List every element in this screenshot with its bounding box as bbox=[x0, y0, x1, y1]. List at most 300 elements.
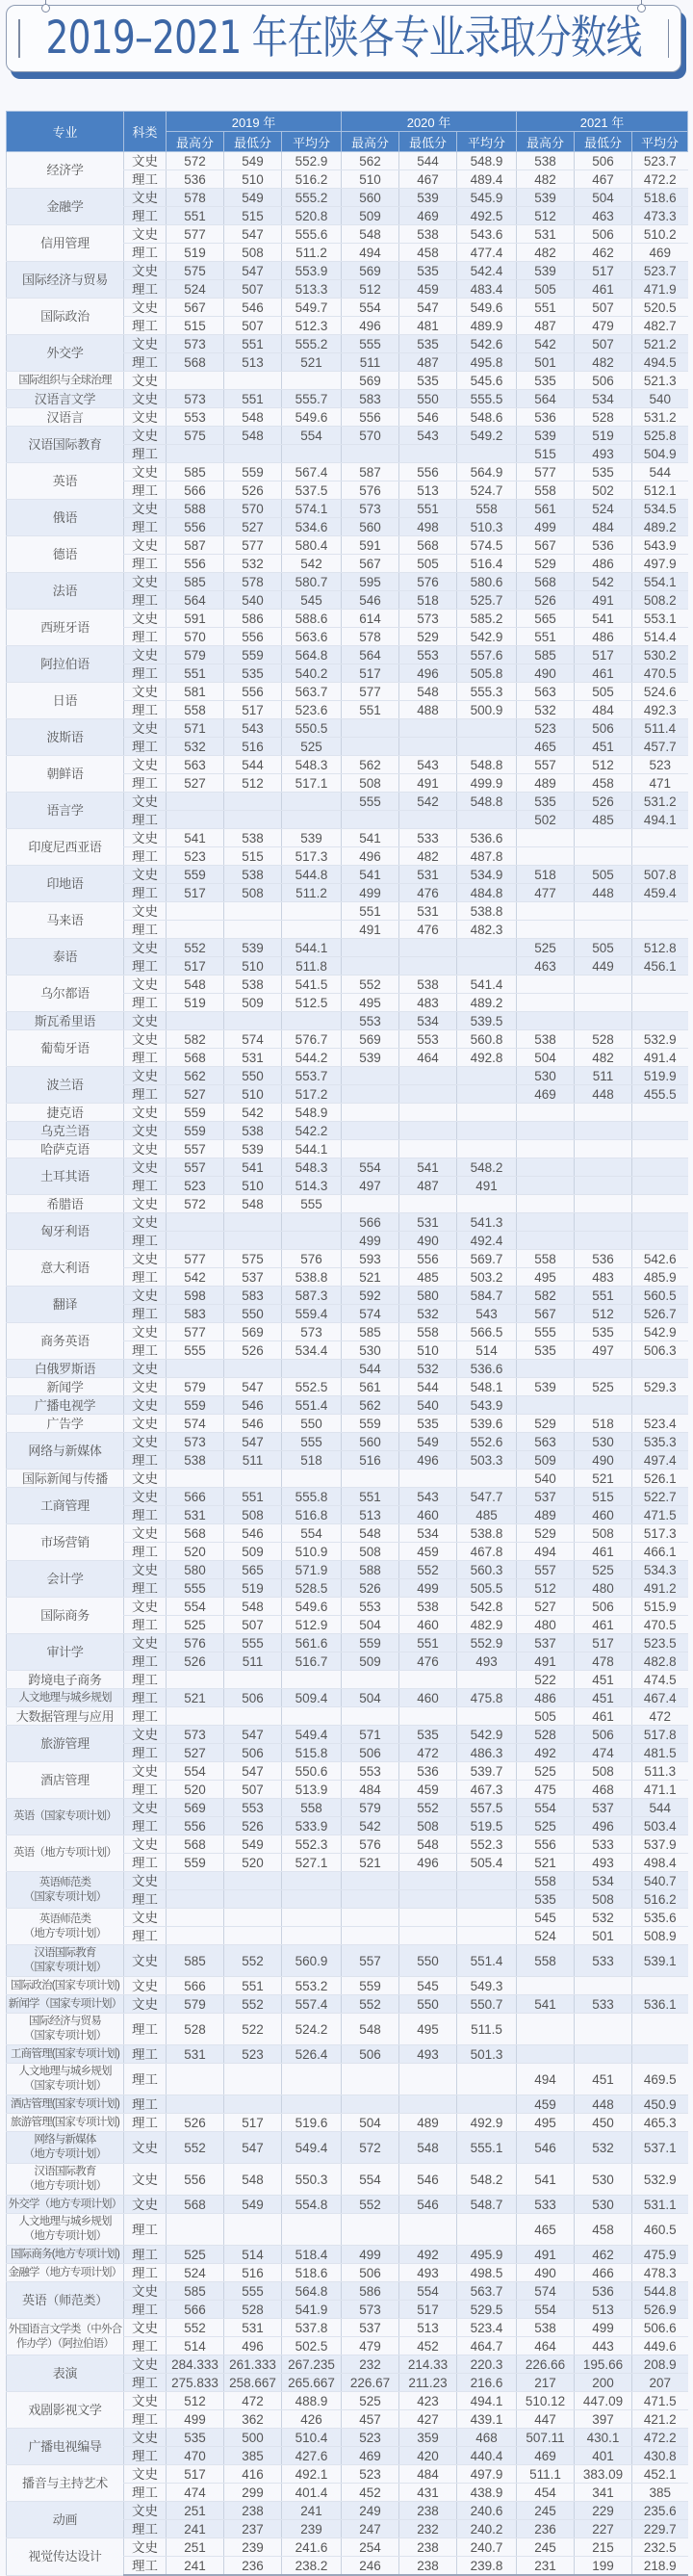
score-cell: 466.1 bbox=[632, 1543, 688, 1561]
score-cell: 543 bbox=[457, 1305, 517, 1323]
score-cell: 559.4 bbox=[282, 1305, 342, 1323]
major-name: 乌克兰语 bbox=[7, 1122, 124, 1140]
score-cell bbox=[457, 1927, 517, 1945]
score-cell: 486.3 bbox=[457, 1744, 517, 1762]
score-cell: 588 bbox=[342, 1561, 399, 1579]
score-cell: 464 bbox=[399, 1049, 457, 1067]
score-cell bbox=[342, 1707, 399, 1726]
score-cell: 341 bbox=[575, 2484, 632, 2502]
score-cell: 518 bbox=[399, 591, 457, 610]
score-cell: 544 bbox=[399, 152, 457, 170]
score-cell: 362 bbox=[224, 2410, 282, 2429]
score-cell: 507 bbox=[575, 335, 632, 353]
score-cell: 525 bbox=[342, 2392, 399, 2410]
score-cell: 574.5 bbox=[457, 536, 517, 555]
score-cell bbox=[517, 1012, 575, 1030]
major-name: 国际商务(地方专项计划) bbox=[7, 2246, 124, 2264]
major-name: 旅游管理 bbox=[7, 1726, 124, 1762]
score-cell: 503.4 bbox=[632, 1817, 688, 1835]
score-cell: 240.2 bbox=[457, 2520, 517, 2538]
score-cell: 522 bbox=[517, 1671, 575, 1689]
score-cell bbox=[342, 957, 399, 976]
table-row bbox=[7, 152, 688, 170]
score-cell bbox=[282, 1909, 342, 1927]
score-cell bbox=[342, 2064, 399, 2095]
table-row bbox=[7, 1470, 688, 1488]
score-cell bbox=[167, 902, 224, 921]
score-cell: 538 bbox=[167, 1451, 224, 1470]
score-cell: 505.5 bbox=[457, 1579, 517, 1598]
page-title: 2019–2021 年在陕各专业录取分数线 bbox=[45, 12, 642, 65]
score-cell bbox=[167, 2214, 224, 2246]
score-cell bbox=[575, 902, 632, 921]
score-cell: 482 bbox=[575, 353, 632, 372]
subject-type: 文史 bbox=[124, 1415, 167, 1433]
score-cell: 526.7 bbox=[632, 1305, 688, 1323]
score-cell bbox=[632, 1140, 688, 1158]
score-cell bbox=[224, 2064, 282, 2095]
score-cell: 220.3 bbox=[457, 2355, 517, 2374]
score-cell: 496 bbox=[224, 2337, 282, 2355]
score-cell: 552 bbox=[342, 1995, 399, 2014]
subject-type: 理工 bbox=[124, 1671, 167, 1689]
score-cell: 553 bbox=[167, 408, 224, 427]
score-cell: 526 bbox=[342, 1579, 399, 1598]
table-row bbox=[7, 1012, 688, 1030]
table-row bbox=[7, 756, 688, 774]
score-cell: 555 bbox=[342, 335, 399, 353]
score-cell: 541.9 bbox=[282, 2301, 342, 2319]
major-name: 广告学 bbox=[7, 1415, 124, 1433]
score-cell: 512 bbox=[224, 774, 282, 793]
score-cell: 538.8 bbox=[457, 1524, 517, 1543]
score-cell: 572 bbox=[342, 2132, 399, 2164]
major-name: 土耳其语 bbox=[7, 1158, 124, 1195]
score-cell: 238 bbox=[399, 2502, 457, 2520]
score-cell: 554 bbox=[342, 2164, 399, 2196]
score-cell: 495 bbox=[517, 2114, 575, 2132]
score-cell bbox=[342, 445, 399, 463]
major-name: 印地语 bbox=[7, 866, 124, 902]
score-cell: 491 bbox=[457, 1177, 517, 1195]
score-cell bbox=[167, 1927, 224, 1945]
score-cell: 549 bbox=[399, 1433, 457, 1451]
subject-type: 文史 bbox=[124, 1945, 167, 1977]
score-cell: 514.4 bbox=[632, 628, 688, 646]
score-cell bbox=[282, 793, 342, 811]
score-cell bbox=[457, 1909, 517, 1927]
score-cell: 559 bbox=[167, 1854, 224, 1872]
score-cell: 539 bbox=[282, 829, 342, 847]
score-cell: 469 bbox=[517, 2447, 575, 2465]
score-cell bbox=[167, 1890, 224, 1909]
score-cell bbox=[457, 1122, 517, 1140]
score-cell bbox=[457, 957, 517, 976]
score-cell: 513 bbox=[399, 2319, 457, 2337]
score-cell: 496 bbox=[342, 317, 399, 335]
score-cell: 553.9 bbox=[282, 262, 342, 280]
score-cell bbox=[167, 1012, 224, 1030]
score-cell: 537 bbox=[575, 1799, 632, 1817]
score-cell: 541.4 bbox=[457, 976, 517, 994]
score-cell: 553.1 bbox=[632, 610, 688, 628]
score-cell: 299 bbox=[224, 2484, 282, 2502]
table-row bbox=[7, 1707, 688, 1726]
score-cell: 504.9 bbox=[632, 445, 688, 463]
table-row bbox=[7, 390, 688, 408]
score-cell: 556 bbox=[517, 1835, 575, 1854]
score-cell: 533 bbox=[517, 2196, 575, 2214]
score-cell: 503.2 bbox=[457, 1268, 517, 1287]
score-cell bbox=[224, 1470, 282, 1488]
score-cell: 557.6 bbox=[457, 646, 517, 664]
score-cell: 462 bbox=[575, 2246, 632, 2264]
table-row bbox=[7, 1433, 688, 1451]
score-cell: 401.4 bbox=[282, 2484, 342, 2502]
score-cell: 580.6 bbox=[457, 573, 517, 591]
score-cell: 531 bbox=[399, 1213, 457, 1232]
table-row bbox=[7, 408, 688, 427]
score-cell: 459 bbox=[517, 2095, 575, 2114]
score-cell: 547 bbox=[399, 299, 457, 317]
score-cell: 538 bbox=[224, 829, 282, 847]
major-name: 信用管理 bbox=[7, 225, 124, 262]
score-cell bbox=[399, 2095, 457, 2114]
score-cell: 514.3 bbox=[282, 1177, 342, 1195]
score-cell bbox=[342, 1909, 399, 1927]
score-cell: 492.9 bbox=[457, 2114, 517, 2132]
score-cell bbox=[342, 939, 399, 957]
header-max-score: 最高分 bbox=[517, 132, 575, 152]
table-row bbox=[7, 1140, 688, 1158]
subject-type: 理工 bbox=[124, 2264, 167, 2282]
table-row bbox=[7, 1030, 688, 1049]
score-cell: 526.1 bbox=[632, 1470, 688, 1488]
score-cell: 553.7 bbox=[282, 1067, 342, 1085]
score-cell: 539 bbox=[517, 1378, 575, 1396]
major-name: 哈萨克语 bbox=[7, 1140, 124, 1158]
score-cell bbox=[224, 1213, 282, 1232]
score-cell: 536 bbox=[399, 1762, 457, 1781]
score-cell: 582 bbox=[167, 1030, 224, 1049]
subject-type: 理工 bbox=[124, 2447, 167, 2465]
score-cell: 542.6 bbox=[457, 335, 517, 353]
subject-type: 文史 bbox=[124, 1835, 167, 1854]
score-cell: 506 bbox=[575, 719, 632, 738]
score-cell: 452 bbox=[399, 2337, 457, 2355]
subject-type: 文史 bbox=[124, 1799, 167, 1817]
table-row bbox=[7, 1524, 688, 1543]
score-cell: 517 bbox=[575, 1634, 632, 1652]
score-cell: 239 bbox=[282, 2520, 342, 2538]
score-cell: 538 bbox=[224, 1122, 282, 1140]
score-cell: 583 bbox=[224, 1287, 282, 1305]
score-cell: 529 bbox=[517, 1524, 575, 1543]
score-cell: 526 bbox=[517, 591, 575, 610]
score-cell: 496 bbox=[342, 847, 399, 866]
header-min-score: 最低分 bbox=[575, 132, 632, 152]
score-cell: 561 bbox=[517, 500, 575, 518]
score-cell: 564 bbox=[342, 646, 399, 664]
score-cell: 549.6 bbox=[282, 408, 342, 427]
subject-type: 理工 bbox=[124, 207, 167, 225]
score-cell: 498 bbox=[399, 518, 457, 536]
score-cell: 449.6 bbox=[632, 2337, 688, 2355]
table-row bbox=[7, 1726, 688, 1744]
score-cell: 467.8 bbox=[457, 1543, 517, 1561]
score-cell: 508 bbox=[575, 1524, 632, 1543]
score-cell: 558 bbox=[399, 1323, 457, 1341]
score-cell: 573 bbox=[167, 1726, 224, 1744]
score-cell bbox=[224, 1707, 282, 1726]
score-cell: 508 bbox=[224, 244, 282, 262]
score-cell: 240.7 bbox=[457, 2538, 517, 2557]
score-cell: 577 bbox=[224, 536, 282, 555]
score-cell: 519 bbox=[575, 427, 632, 445]
score-cell bbox=[282, 1890, 342, 1909]
score-cell: 535 bbox=[575, 463, 632, 481]
score-cell bbox=[457, 1872, 517, 1890]
score-cell bbox=[342, 1927, 399, 1945]
score-cell: 534.5 bbox=[632, 500, 688, 518]
score-cell bbox=[517, 1232, 575, 1250]
score-cell: 536.6 bbox=[457, 1360, 517, 1378]
score-cell: 459 bbox=[399, 280, 457, 299]
score-cell: 241.6 bbox=[282, 2538, 342, 2557]
score-cell bbox=[457, 738, 517, 756]
score-cell: 555 bbox=[342, 793, 399, 811]
score-cell: 558 bbox=[517, 1872, 575, 1890]
major-name: 葡萄牙语 bbox=[7, 1030, 124, 1067]
score-cell: 451 bbox=[575, 1671, 632, 1689]
score-cell: 522.7 bbox=[632, 1488, 688, 1506]
subject-type: 理工 bbox=[124, 2374, 167, 2392]
subject-type: 文史 bbox=[124, 1977, 167, 1995]
score-cell bbox=[167, 1671, 224, 1689]
score-cell: 195.66 bbox=[575, 2355, 632, 2374]
score-cell: 574.1 bbox=[282, 500, 342, 518]
score-cell: 537.5 bbox=[282, 481, 342, 500]
major-name: 国际经济与贸易 bbox=[7, 262, 124, 299]
subject-type: 理工 bbox=[124, 2520, 167, 2538]
score-cell: 542 bbox=[282, 555, 342, 573]
score-cell bbox=[167, 2064, 224, 2095]
score-cell: 544 bbox=[632, 1799, 688, 1817]
subject-type: 理工 bbox=[124, 738, 167, 756]
score-cell: 451 bbox=[575, 1689, 632, 1707]
score-cell: 505 bbox=[575, 683, 632, 701]
table-row bbox=[7, 866, 688, 884]
subject-type: 理工 bbox=[124, 445, 167, 463]
score-cell: 567 bbox=[342, 555, 399, 573]
major-name: 英语（国家专项计划） bbox=[7, 1799, 124, 1835]
score-cell bbox=[632, 847, 688, 866]
score-cell: 506 bbox=[575, 225, 632, 244]
score-cell: 423 bbox=[399, 2392, 457, 2410]
score-cell bbox=[575, 1158, 632, 1177]
score-cell: 563 bbox=[517, 1433, 575, 1451]
score-cell: 524.2 bbox=[282, 2014, 342, 2045]
score-cell: 481 bbox=[399, 317, 457, 335]
score-cell: 562 bbox=[167, 1067, 224, 1085]
score-cell: 568 bbox=[517, 573, 575, 591]
score-cell: 549 bbox=[224, 2196, 282, 2214]
score-cell: 551 bbox=[342, 902, 399, 921]
score-cell: 500.9 bbox=[457, 701, 517, 719]
score-cell: 498.4 bbox=[632, 1854, 688, 1872]
score-cell: 469 bbox=[517, 1085, 575, 1104]
score-cell: 226.66 bbox=[517, 2355, 575, 2374]
score-cell: 550 bbox=[399, 1945, 457, 1977]
score-cell: 564.8 bbox=[282, 646, 342, 664]
score-cell: 547 bbox=[224, 225, 282, 244]
score-cell: 537 bbox=[342, 2319, 399, 2337]
score-cell: 467 bbox=[575, 170, 632, 189]
score-cell: 548 bbox=[342, 2014, 399, 2045]
subject-type: 理工 bbox=[124, 555, 167, 573]
score-cell: 241 bbox=[282, 2502, 342, 2520]
score-cell: 508.2 bbox=[632, 591, 688, 610]
score-cell: 538 bbox=[517, 152, 575, 170]
score-cell: 560.3 bbox=[457, 1561, 517, 1579]
score-cell: 548.1 bbox=[457, 1378, 517, 1396]
subject-type: 文史 bbox=[124, 1378, 167, 1396]
score-cell: 459 bbox=[399, 1543, 457, 1561]
score-cell: 461 bbox=[575, 1707, 632, 1726]
score-cell: 284.333 bbox=[167, 2355, 224, 2374]
major-name: 英语（地方专项计划） bbox=[7, 1835, 124, 1872]
table-row bbox=[7, 2014, 688, 2045]
score-cell: 534 bbox=[399, 1012, 457, 1030]
major-name: 新闻学（国家专项计划） bbox=[7, 1995, 124, 2014]
score-cell: 538 bbox=[399, 1598, 457, 1616]
score-cell bbox=[342, 1470, 399, 1488]
major-name: 新闻学 bbox=[7, 1378, 124, 1396]
score-cell: 467.4 bbox=[632, 1689, 688, 1707]
score-cell: 536 bbox=[517, 408, 575, 427]
score-cell: 477 bbox=[517, 884, 575, 902]
score-cell bbox=[224, 921, 282, 939]
score-cell: 489.2 bbox=[632, 518, 688, 536]
score-cell bbox=[399, 1104, 457, 1122]
score-cell: 576 bbox=[342, 481, 399, 500]
score-cell: 479 bbox=[575, 317, 632, 335]
score-cell: 550 bbox=[399, 1995, 457, 2014]
table-row bbox=[7, 573, 688, 591]
score-cell: 554.8 bbox=[282, 2196, 342, 2214]
score-cell: 529 bbox=[399, 628, 457, 646]
major-name: 人文地理与城乡规划 bbox=[7, 1689, 124, 1707]
score-cell: 237 bbox=[224, 2520, 282, 2538]
score-cell: 506.3 bbox=[632, 1341, 688, 1360]
score-cell: 583 bbox=[167, 1305, 224, 1323]
subject-type: 理工 bbox=[124, 884, 167, 902]
score-cell: 504 bbox=[342, 1689, 399, 1707]
score-cell: 218.9 bbox=[632, 2557, 688, 2576]
score-cell: 550 bbox=[399, 390, 457, 408]
score-cell bbox=[224, 1872, 282, 1890]
score-cell: 541 bbox=[342, 866, 399, 884]
score-cell: 557 bbox=[167, 1158, 224, 1177]
score-cell: 552.3 bbox=[282, 1835, 342, 1854]
score-cell: 517 bbox=[342, 664, 399, 683]
score-cell bbox=[632, 1195, 688, 1213]
score-cell: 576 bbox=[282, 1250, 342, 1268]
score-cell: 471.5 bbox=[632, 1506, 688, 1524]
score-cell: 551 bbox=[167, 207, 224, 225]
score-cell: 235.6 bbox=[632, 2502, 688, 2520]
score-cell: 502.5 bbox=[282, 2337, 342, 2355]
score-cell: 539.7 bbox=[457, 1762, 517, 1781]
score-cell: 489.2 bbox=[457, 994, 517, 1012]
score-cell bbox=[399, 1195, 457, 1213]
score-cell: 545 bbox=[399, 1977, 457, 1995]
score-cell: 569 bbox=[342, 372, 399, 390]
score-cell: 523.5 bbox=[632, 1634, 688, 1652]
score-cell: 510 bbox=[224, 1085, 282, 1104]
header-avg-score: 平均分 bbox=[632, 132, 688, 152]
subject-type: 文史 bbox=[124, 2282, 167, 2301]
score-cell: 455.5 bbox=[632, 1085, 688, 1104]
score-cell: 582 bbox=[517, 1287, 575, 1305]
score-cell bbox=[399, 1085, 457, 1104]
score-cell bbox=[342, 1890, 399, 1909]
score-cell: 555.5 bbox=[457, 390, 517, 408]
score-cell: 555 bbox=[517, 1323, 575, 1341]
score-cell: 574 bbox=[167, 1415, 224, 1433]
score-cell: 574 bbox=[342, 1305, 399, 1323]
score-cell: 550 bbox=[282, 1415, 342, 1433]
score-cell: 227 bbox=[575, 2520, 632, 2538]
score-cell: 537 bbox=[517, 1488, 575, 1506]
score-cell: 541 bbox=[224, 1158, 282, 1177]
subject-type: 理工 bbox=[124, 1652, 167, 1671]
score-cell: 499 bbox=[399, 1579, 457, 1598]
score-cell: 457 bbox=[342, 2410, 399, 2429]
score-cell: 427.6 bbox=[282, 2447, 342, 2465]
score-cell: 251 bbox=[167, 2538, 224, 2557]
score-cell: 491 bbox=[517, 2246, 575, 2264]
score-cell: 512.5 bbox=[282, 994, 342, 1012]
score-cell: 527 bbox=[167, 1085, 224, 1104]
subject-type: 文史 bbox=[124, 719, 167, 738]
score-cell: 541 bbox=[167, 829, 224, 847]
subject-type: 理工 bbox=[124, 481, 167, 500]
subject-type: 文史 bbox=[124, 299, 167, 317]
score-cell: 458 bbox=[575, 2214, 632, 2246]
score-cell: 231 bbox=[517, 2557, 575, 2576]
score-cell: 506 bbox=[342, 2264, 399, 2282]
score-cell: 554 bbox=[282, 1524, 342, 1543]
score-cell: 552 bbox=[399, 1799, 457, 1817]
score-cell: 516.7 bbox=[282, 1652, 342, 1671]
score-cell: 450.9 bbox=[632, 2095, 688, 2114]
score-cell: 487 bbox=[399, 1177, 457, 1195]
score-cell: 567 bbox=[517, 1305, 575, 1323]
subject-type: 理工 bbox=[124, 1049, 167, 1067]
score-cell: 241 bbox=[167, 2557, 224, 2576]
score-cell: 547 bbox=[224, 1762, 282, 1781]
score-cell: 232.5 bbox=[632, 2538, 688, 2557]
score-cell: 549.7 bbox=[282, 299, 342, 317]
table-row bbox=[7, 1671, 688, 1689]
score-cell: 427 bbox=[399, 2410, 457, 2429]
score-cell: 532 bbox=[399, 1360, 457, 1378]
major-name: 跨境电子商务 bbox=[7, 1671, 124, 1689]
score-cell: 551 bbox=[224, 335, 282, 353]
score-cell: 539.6 bbox=[457, 1415, 517, 1433]
table-row bbox=[7, 2132, 688, 2164]
